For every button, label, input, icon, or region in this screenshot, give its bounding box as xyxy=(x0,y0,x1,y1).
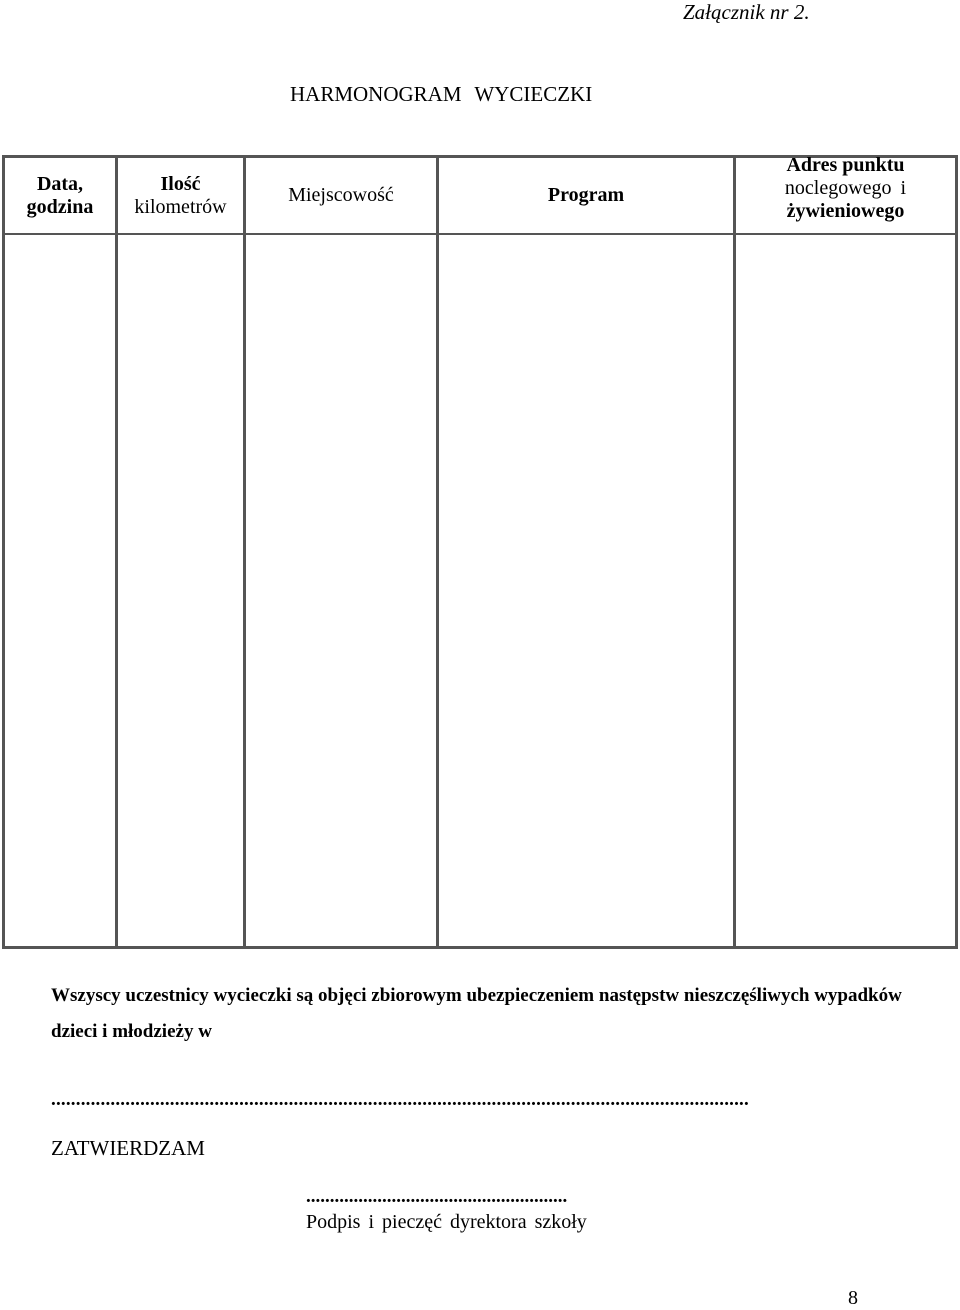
header-place-label: Miejscowość xyxy=(288,184,394,206)
insurance-statement: Wszyscy uczestnicy wycieczki są objęci zbiorowym ubezpieczeniem następstw nieszczęśliwych wypadków dzieci i młodzieży w xyxy=(51,985,902,1042)
header-km-line2: kilometrów xyxy=(134,195,227,218)
header-program xyxy=(439,158,733,233)
column-divider xyxy=(115,158,118,946)
header-date-line2: godzina xyxy=(26,195,94,218)
page-number: 8 xyxy=(848,1287,858,1309)
header-place xyxy=(246,158,436,233)
header-date-line1: Data, xyxy=(36,172,84,195)
header-program-label: Program xyxy=(547,184,625,206)
header-address-line3: żywieniowego xyxy=(786,200,905,222)
approve-label: ZATWIERDZAM xyxy=(51,1136,205,1160)
page-title: HARMONOGRAM WYCIECZKI xyxy=(290,82,593,106)
header-divider xyxy=(5,233,955,235)
header-address-line1: Adres punktu xyxy=(786,154,905,176)
header-date-time xyxy=(5,158,115,233)
signature-label: Podpis i pieczęć dyrektora szkoły xyxy=(306,1211,587,1233)
header-address xyxy=(736,154,955,233)
signature-fill-line: ....................................................... xyxy=(306,1186,568,1207)
annex-label: Załącznik nr 2. xyxy=(683,0,810,24)
schedule-table xyxy=(2,155,958,949)
header-km-line1: Ilość xyxy=(160,172,201,195)
header-address-line2: noclegowego i xyxy=(784,177,907,199)
insurer-fill-line: ............................................................................................................................................. xyxy=(51,1089,749,1110)
header-kilometers xyxy=(118,158,243,233)
column-divider xyxy=(436,158,439,946)
column-divider xyxy=(733,158,736,946)
column-divider xyxy=(243,158,246,946)
